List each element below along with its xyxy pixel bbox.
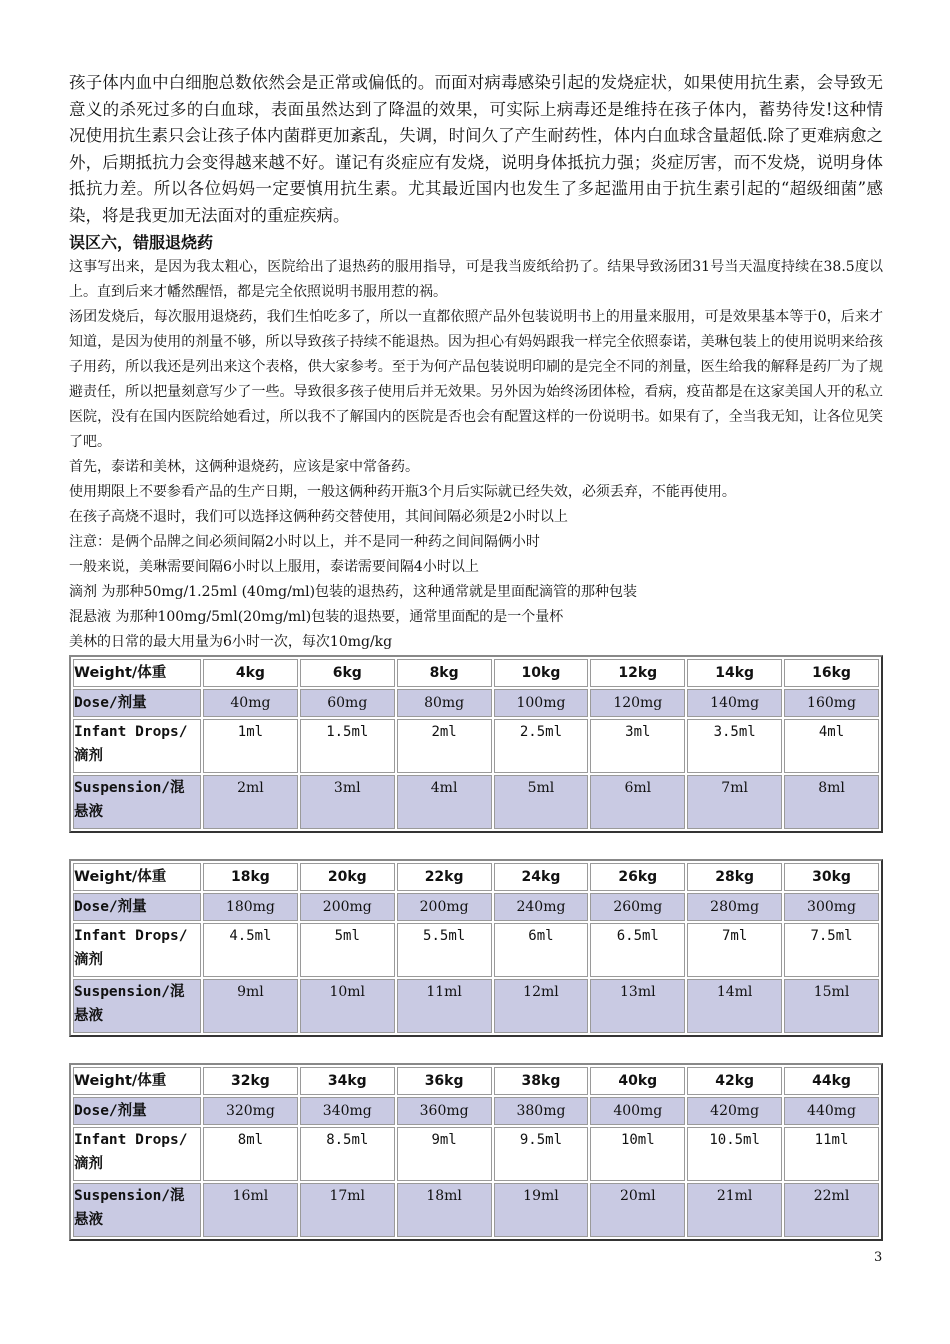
table-cell: 15ml [784, 979, 879, 1033]
weight-row [73, 659, 879, 687]
row-label [73, 775, 201, 829]
table-cell: 22kg [397, 863, 492, 891]
table-cell: 44kg [784, 1067, 879, 1095]
table-cell: 17ml [300, 1183, 395, 1237]
table-cell: 42kg [687, 1067, 782, 1095]
row-label-text: 悬液 [74, 804, 103, 820]
table-cell: 280mg [687, 893, 782, 921]
row-label-text: 滴剂 [74, 748, 103, 764]
table-cell: 100mg [494, 689, 589, 717]
suspension-row [73, 979, 879, 1033]
row-label-text: 悬液 [74, 1212, 103, 1228]
table-cell: 400mg [590, 1097, 685, 1125]
table-cell: 36kg [397, 1067, 492, 1095]
row-label-text: Weight/体重 [74, 869, 167, 885]
table-cell: 40kg [590, 1067, 685, 1095]
table-cell: 30kg [784, 863, 879, 891]
table-cell: 3.5ml [687, 719, 782, 773]
row-label-text: Dose/剂量 [74, 695, 147, 711]
table-cell: 340mg [300, 1097, 395, 1125]
table-cell: 21ml [687, 1183, 782, 1237]
dose-row [73, 893, 879, 921]
table-cell: 20kg [300, 863, 395, 891]
infant-drops-row [73, 719, 879, 773]
table-cell: 200mg [397, 893, 492, 921]
table-cell: 13ml [590, 979, 685, 1033]
table-cell: 1.5ml [300, 719, 395, 773]
table-cell: 7.5ml [784, 923, 879, 977]
table-cell: 380mg [494, 1097, 589, 1125]
table-cell: 5.5ml [397, 923, 492, 977]
row-label-text: Infant Drops/ [74, 1132, 188, 1148]
infant-drops-row [73, 923, 879, 977]
table-cell: 10.5ml [687, 1127, 782, 1181]
table-cell: 10ml [300, 979, 395, 1033]
row-label [73, 659, 201, 687]
table-cell: 12kg [590, 659, 685, 687]
intro-paragraph: 孩子体内血中白细胞总数依然会是正常或偏低的。而面对病毒感染引起的发烧症状，如果使用抗生素，会导致无意义的杀死过多的白血球，表面虽然达到了降温的效果，可实际上病毒还是维持在孩子体内，蓄势待发!这种情况使用抗生素只会让孩子体内菌群更加紊乱，失调，时间久了产生耐药性，体内白血球含量超低.除了更难病愈之外，后期抵抗力会变得越来越不好。谨记有炎症应有发烧，说明身体抵抗力强；炎症厉害，而不发烧，说明身体抵抗力差。所以各位妈妈一定要慎用抗生素。尤其最近国内也发生了多起滥用由于抗生素引起的“超级细菌”感染，将是我更加无法面对的重症疾病。 [69, 73, 883, 225]
dosage-tables [69, 655, 883, 1241]
table-cell: 300mg [784, 893, 879, 921]
note-line: 一般来说，美琳需要间隔6小时以上服用，泰诺需要间隔4小时以上 [69, 559, 479, 575]
table-cell: 9ml [397, 1127, 492, 1181]
row-label [73, 1067, 201, 1095]
table-cell: 20ml [590, 1183, 685, 1237]
row-label-text: Dose/剂量 [74, 899, 147, 915]
table-cell: 22ml [784, 1183, 879, 1237]
table-cell: 16ml [203, 1183, 298, 1237]
table-cell: 4.5ml [203, 923, 298, 977]
table-cell: 120mg [590, 689, 685, 717]
dosage-table [69, 1063, 883, 1241]
table-cell: 40mg [203, 689, 298, 717]
table-cell: 18ml [397, 1183, 492, 1237]
table-cell: 2.5ml [494, 719, 589, 773]
row-label-text: Dose/剂量 [74, 1103, 147, 1119]
page-number: 3 [874, 1250, 883, 1265]
table-cell: 420mg [687, 1097, 782, 1125]
row-label [73, 1183, 201, 1237]
table-cell: 14kg [687, 659, 782, 687]
table-cell: 3ml [590, 719, 685, 773]
row-label-text: 悬液 [74, 1008, 103, 1024]
row-label-text: 滴剂 [74, 952, 103, 968]
table-cell: 2ml [397, 719, 492, 773]
table-cell: 19ml [494, 1183, 589, 1237]
table-cell: 8ml [203, 1127, 298, 1181]
row-label-text: 滴剂 [74, 1156, 103, 1172]
table-cell: 3ml [300, 775, 395, 829]
table-cell: 7ml [687, 775, 782, 829]
table-cell: 9ml [203, 979, 298, 1033]
body-paragraph: 这事写出来，是因为我太粗心，医院给出了退热药的服用指导，可是我当废纸给扔了。结果导致汤团31号当天温度持续在38.5度以上。直到后来才幡然醒悟，都是完全依照说明书服用惹的祸。 [69, 259, 883, 300]
row-label-text: Infant Drops/ [74, 928, 188, 944]
document-page [69, 70, 883, 1241]
table-cell: 4ml [397, 775, 492, 829]
table-cell: 8kg [397, 659, 492, 687]
table-cell: 10kg [494, 659, 589, 687]
note-line: 使用期限上不要参看产品的生产日期，一般这俩种药开瓶3个月后实际就已经失效，必须丢弃，不能再使用。 [69, 484, 736, 500]
table-cell: 6kg [300, 659, 395, 687]
table-cell: 28kg [687, 863, 782, 891]
row-label [73, 893, 201, 921]
row-label-text: Suspension/混 [74, 780, 185, 796]
table-cell: 5ml [300, 923, 395, 977]
table-cell: 10ml [590, 1127, 685, 1181]
dosage-table [69, 655, 883, 833]
table-cell: 14ml [687, 979, 782, 1033]
note-line: 在孩子高烧不退时，我们可以选择这俩种药交替使用，其间间隔必须是2小时以上 [69, 509, 568, 525]
dosage-table [69, 859, 883, 1037]
table-cell: 2ml [203, 775, 298, 829]
row-label [73, 979, 201, 1033]
row-label [73, 863, 201, 891]
table-cell: 440mg [784, 1097, 879, 1125]
row-label-text: Weight/体重 [74, 1073, 167, 1089]
row-label-text: Suspension/混 [74, 984, 185, 1000]
table-cell: 9.5ml [494, 1127, 589, 1181]
table-cell: 8ml [784, 775, 879, 829]
table-cell: 80mg [397, 689, 492, 717]
note-line: 混悬液 为那种100mg/5ml(20mg/ml)包装的退热要，通常里面配的是一个量杯 [69, 609, 564, 625]
table-cell: 260mg [590, 893, 685, 921]
row-label [73, 1097, 201, 1125]
weight-row [73, 1067, 879, 1095]
table-cell: 6ml [590, 775, 685, 829]
table-cell: 32kg [203, 1067, 298, 1095]
row-label-text: Suspension/混 [74, 1188, 185, 1204]
note-line: 首先，泰诺和美林，这俩种退烧药，应该是家中常备药。 [69, 459, 419, 475]
table-cell: 18kg [203, 863, 298, 891]
row-label [73, 719, 201, 773]
suspension-row [73, 775, 879, 829]
note-line: 注意：是俩个品牌之间必须间隔2小时以上，并不是同一种药之间间隔俩小时 [69, 534, 540, 550]
note-line: 滴剂 为那种50mg/1.25ml (40mg/ml)包装的退热药，这种通常就是里面配滴管的那种包装 [69, 584, 638, 600]
row-label-text: Infant Drops/ [74, 724, 188, 740]
table-spacer [69, 833, 883, 859]
row-label [73, 1127, 201, 1181]
table-cell: 16kg [784, 659, 879, 687]
table-cell: 4kg [203, 659, 298, 687]
weight-row [73, 863, 879, 891]
table-cell: 160mg [784, 689, 879, 717]
dose-row [73, 1097, 879, 1125]
table-spacer [69, 1037, 883, 1063]
row-label [73, 689, 201, 717]
table-cell: 38kg [494, 1067, 589, 1095]
infant-drops-row [73, 1127, 879, 1181]
suspension-row [73, 1183, 879, 1237]
table-cell: 7ml [687, 923, 782, 977]
table-cell: 4ml [784, 719, 879, 773]
row-label [73, 923, 201, 977]
table-cell: 200mg [300, 893, 395, 921]
table-cell: 140mg [687, 689, 782, 717]
table-cell: 6ml [494, 923, 589, 977]
table-cell: 8.5ml [300, 1127, 395, 1181]
table-cell: 1ml [203, 719, 298, 773]
row-label-text: Weight/体重 [74, 665, 167, 681]
table-cell: 26kg [590, 863, 685, 891]
body-paragraph: 汤团发烧后，每次服用退烧药，我们生怕吃多了，所以一直都依照产品外包装说明书上的用量来服用，可是效果基本等于0，后来才知道，是因为使用的剂量不够，所以导致孩子持续不能退热。因为担心有妈妈跟我一样完全依照泰诺，美琳包装上的使用说明来给孩子用药，所以我还是列出来这个表格，供大家参考。至于为何产品包装说明印刷的是完全不同的剂量，医生给我的解释是药厂为了规避责任，所以把量刻意写少了一些。导致很多孩子使用后并无效果。另外因为始终汤团体检，看病，疫苗都是在这家美国人开的私立医院，没有在国内医院给她看过，所以我不了解国内的医院是否也会有配置这样的一份说明书。如果有了，全当我无知，让各位见笑了吧。 [69, 309, 883, 450]
table-cell: 12ml [494, 979, 589, 1033]
table-cell: 5ml [494, 775, 589, 829]
table-cell: 320mg [203, 1097, 298, 1125]
table-cell: 11ml [397, 979, 492, 1033]
section-heading: 误区六，错服退烧药 [69, 233, 214, 252]
table-cell: 24kg [494, 863, 589, 891]
table-cell: 60mg [300, 689, 395, 717]
note-line: 美林的日常的最大用量为6小时一次，每次10mg/kg [69, 634, 393, 650]
table-cell: 180mg [203, 893, 298, 921]
table-cell: 11ml [784, 1127, 879, 1181]
table-cell: 6.5ml [590, 923, 685, 977]
table-cell: 240mg [494, 893, 589, 921]
table-cell: 34kg [300, 1067, 395, 1095]
dose-row [73, 689, 879, 717]
table-cell: 360mg [397, 1097, 492, 1125]
